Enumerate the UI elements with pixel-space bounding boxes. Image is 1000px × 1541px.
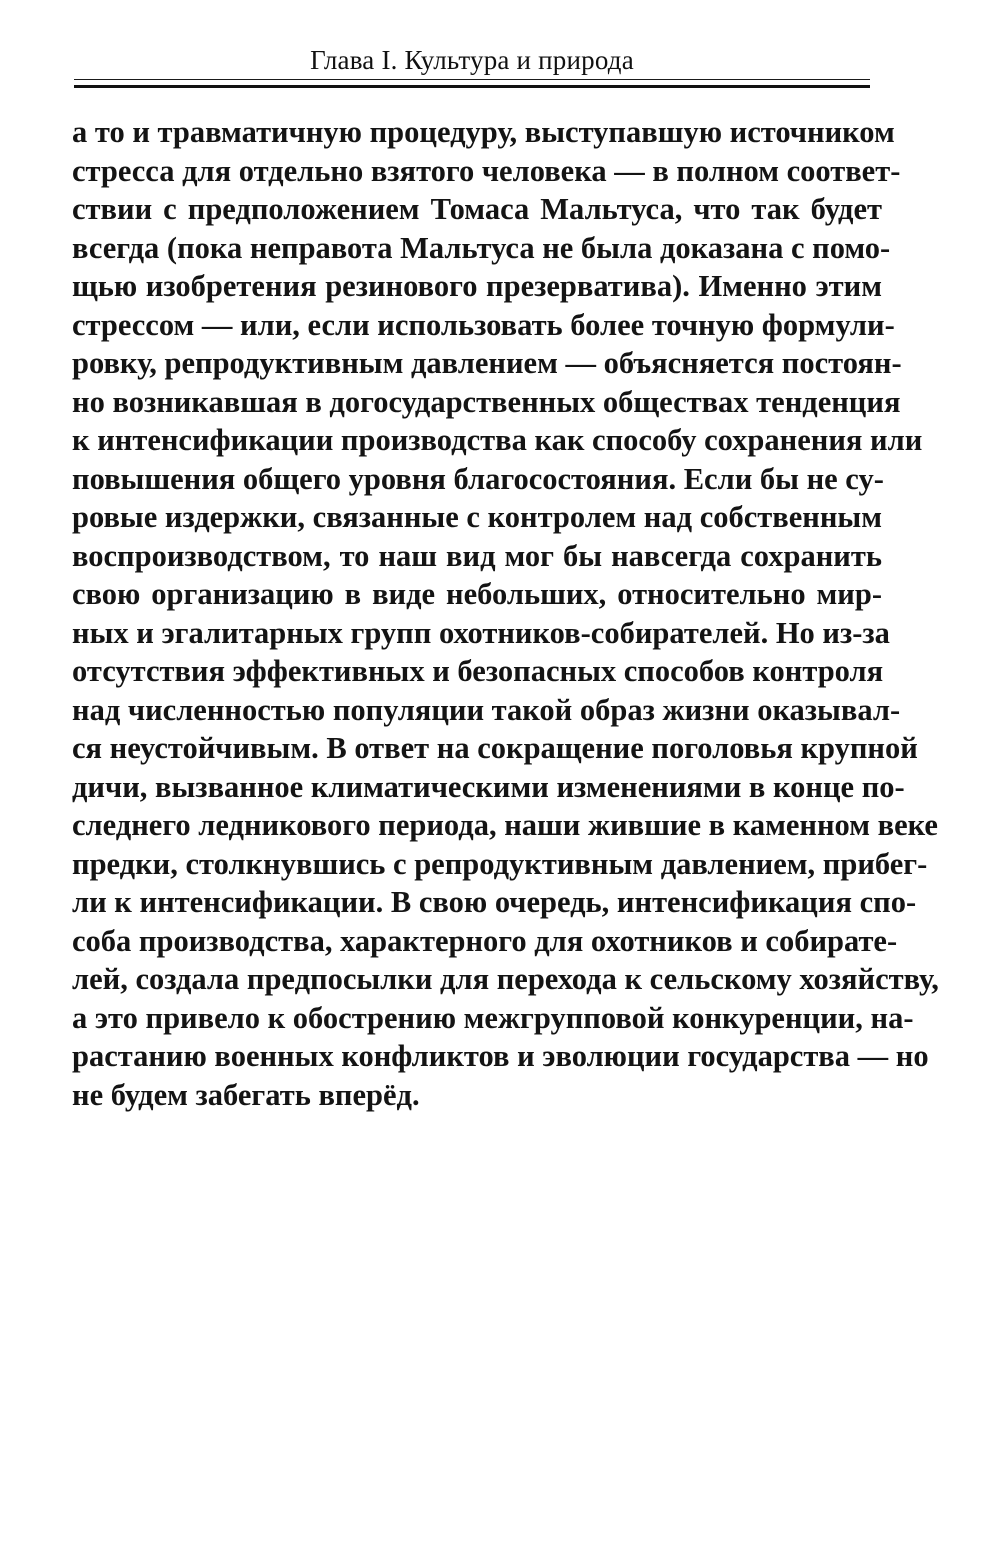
text-line: не будем забегать вперёд. (72, 1077, 420, 1112)
text-line: ся неустойчивым. В ответ на сокращение поголовья крупной (72, 731, 918, 765)
text-line: воспроизводством, то наш вид мог бы навсегда сохранить (72, 538, 882, 573)
text-line: ровку, репродуктивным давлением — объясняется постоян- (72, 346, 902, 380)
text-line: стрессом — или, если использовать более точную формули- (72, 307, 895, 342)
text-line: стресса для отдельно взятого человека — в полном соответ- (72, 153, 901, 188)
text-line: а это привело к обострению межгрупповой конкуренции, на- (72, 1000, 914, 1035)
header-rule-thin (74, 79, 870, 80)
running-head: Глава I. Культура и природа (310, 45, 634, 75)
text-line: ствии с предположением Томаса Мальтуса, что так будет (72, 192, 882, 226)
text-line: предки, столкнувшись с репродуктивным давлением, прибег- (72, 846, 928, 881)
text-line: щью изобретения резинового презерватива). Именно этим (72, 269, 882, 303)
body-paragraph (72, 113, 939, 1114)
text-line: а то и травматичную процедуру, выступавшую источником (72, 115, 895, 149)
text-line: соба производства, характерного для охотников и собирате- (72, 923, 898, 958)
text-line: повышения общего уровня благосостояния. Если бы не су- (72, 461, 884, 496)
text-line: дичи, вызванное климатическими изменениями в конце по- (72, 769, 905, 804)
text-line: отсутствия эффективных и безопасных способов контроля (72, 654, 884, 688)
text-line: следнего ледникового периода, наши жившие в каменном веке (72, 808, 938, 842)
text-line: свою организацию в виде небольших, относительно мир- (72, 577, 882, 611)
header-rule-thick (74, 85, 870, 88)
text-line: но возникавшая в догосударственных обществах тенденция (72, 384, 901, 419)
text-line: лей, создала предпосылки для перехода к сельскому хозяйству, (72, 962, 939, 996)
text-line: над численностью популяции такой образ жизни оказывал- (72, 692, 901, 727)
text-line: к интенсификации производства как способу сохранения или (72, 423, 923, 457)
text-line: растанию военных конфликтов и эволюции государства — но (72, 1039, 929, 1073)
text-line: ных и эгалитарных групп охотников-собирателей. Но из-за (72, 615, 890, 650)
text-line: ли к интенсификации. В свою очередь, интенсификация спо- (72, 885, 917, 919)
text-line: всегда (пока неправота Мальтуса не была доказана с помо- (72, 230, 891, 265)
text-line: ровые издержки, связанные с контролем над собственным (72, 500, 882, 534)
